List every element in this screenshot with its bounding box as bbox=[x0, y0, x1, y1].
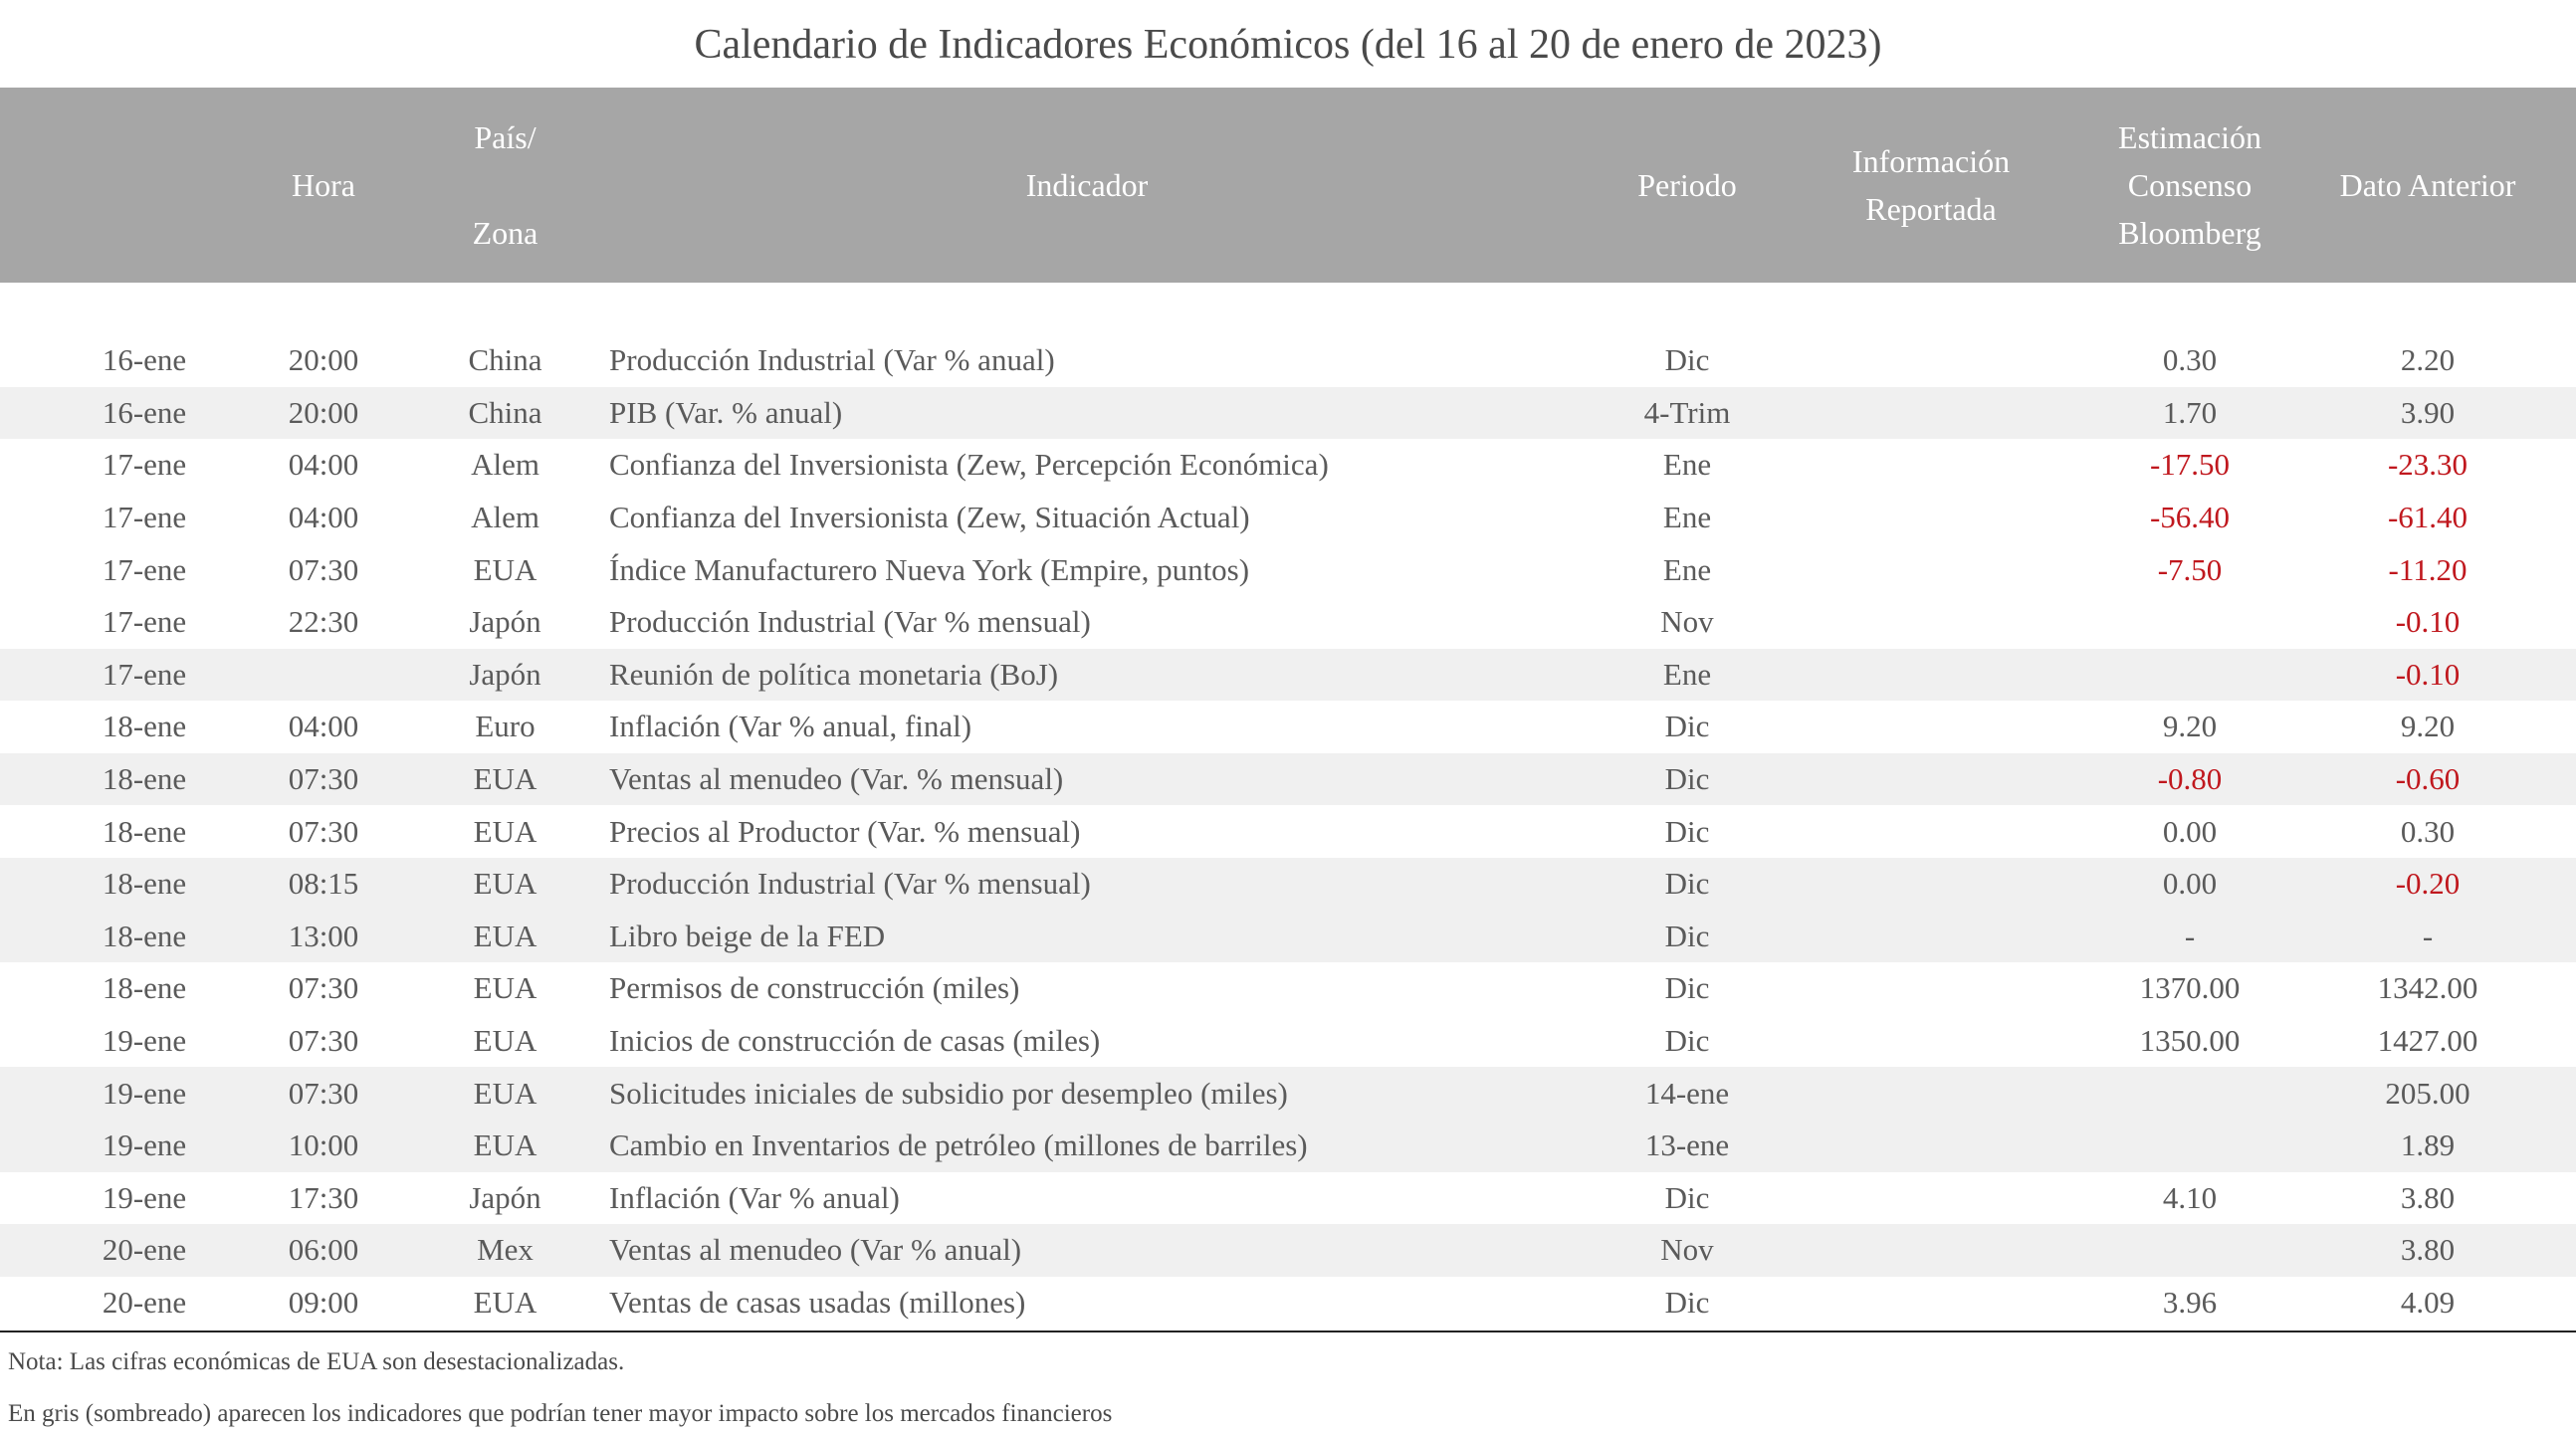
cell-indicador: Producción Industrial (Var % anual) bbox=[609, 342, 1055, 378]
table-row bbox=[0, 1224, 2576, 1277]
cell-hora: 07:30 bbox=[288, 761, 359, 797]
cell-info-reportada bbox=[1802, 962, 2060, 1015]
cell-estimacion: 0.00 bbox=[2162, 813, 2218, 849]
cell-pais: Mex bbox=[477, 1232, 534, 1268]
indicators-table bbox=[0, 88, 2576, 1329]
cell-pais: EUA bbox=[473, 813, 537, 849]
header-pais-line1: País/ bbox=[474, 119, 537, 155]
table-row bbox=[0, 1277, 2576, 1330]
header-fecha bbox=[40, 88, 249, 283]
cell-info-reportada bbox=[1802, 543, 2060, 596]
table-row bbox=[0, 334, 2576, 387]
cell-pais: Alem bbox=[471, 447, 539, 483]
cell-periodo: Dic bbox=[1664, 918, 1710, 953]
cell-fecha: 16-ene bbox=[102, 342, 187, 378]
cell-dato-anterior: 205.00 bbox=[2385, 1075, 2470, 1111]
cell-hora: 04:00 bbox=[288, 447, 359, 483]
cell-hora: 10:00 bbox=[288, 1127, 359, 1163]
cell-pais: EUA bbox=[473, 1127, 537, 1163]
table-header bbox=[0, 88, 2576, 283]
cell-dato-anterior: -0.10 bbox=[2395, 604, 2461, 640]
cell-estimacion bbox=[2060, 596, 2319, 649]
cell-periodo: Dic bbox=[1664, 1284, 1710, 1320]
cell-hora: 04:00 bbox=[288, 709, 359, 744]
cell-indicador: Ventas de casas usadas (millones) bbox=[609, 1284, 1026, 1320]
cell-dato-anterior: 3.80 bbox=[2400, 1232, 2456, 1268]
header-dato-anterior: Dato Anterior bbox=[2339, 167, 2516, 203]
cell-info-reportada bbox=[1802, 701, 2060, 753]
cell-info-reportada bbox=[1802, 1224, 2060, 1277]
cell-dato-anterior: 0.30 bbox=[2400, 813, 2456, 849]
cell-fecha: 18-ene bbox=[102, 761, 187, 797]
cell-estimacion: -56.40 bbox=[2149, 500, 2231, 535]
note-sombreado: En gris (sombreado) aparecen los indicadores que podrían tener mayor impacto sobre los mercados financieros bbox=[8, 1400, 1113, 1427]
cell-periodo: Dic bbox=[1664, 1179, 1710, 1215]
header-pais-line2: Zona bbox=[472, 215, 538, 251]
cell-estimacion: 3.96 bbox=[2162, 1284, 2218, 1320]
cell-hora: 07:30 bbox=[288, 1075, 359, 1111]
cell-dato-anterior: -11.20 bbox=[2388, 551, 2468, 587]
cell-pais: EUA bbox=[473, 970, 537, 1006]
cell-pais: China bbox=[468, 342, 542, 378]
cell-fecha: 17-ene bbox=[102, 604, 187, 640]
table-row bbox=[0, 492, 2576, 544]
cell-hora: 20:00 bbox=[288, 342, 359, 378]
cell-info-reportada bbox=[1802, 649, 2060, 702]
cell-fecha: 19-ene bbox=[102, 1023, 187, 1059]
cell-fecha: 20-ene bbox=[102, 1232, 187, 1268]
cell-pais: EUA bbox=[473, 551, 537, 587]
cell-dato-anterior: 3.90 bbox=[2400, 394, 2456, 430]
cell-dato-anterior: 1427.00 bbox=[2377, 1023, 2478, 1059]
cell-hora: 07:30 bbox=[288, 551, 359, 587]
cell-indicador: Precios al Productor (Var. % mensual) bbox=[609, 813, 1081, 849]
cell-fecha: 16-ene bbox=[102, 394, 187, 430]
cell-hora bbox=[249, 649, 398, 702]
cell-info-reportada bbox=[1802, 805, 2060, 858]
cell-estimacion: 1370.00 bbox=[2139, 970, 2241, 1006]
header-indicador bbox=[609, 88, 1565, 283]
cell-info-reportada bbox=[1802, 439, 2060, 492]
cell-dato-anterior: -0.10 bbox=[2395, 656, 2461, 692]
cell-info-reportada bbox=[1802, 1067, 2060, 1120]
header-info-line1: Información bbox=[1851, 143, 2011, 179]
cell-indicador: Inflación (Var % anual, final) bbox=[609, 709, 972, 744]
cell-periodo: Dic bbox=[1664, 1023, 1710, 1059]
table-row bbox=[0, 596, 2576, 649]
page-title: Calendario de Indicadores Económicos (del 16 al 20 de enero de 2023) bbox=[694, 22, 1882, 68]
cell-periodo: Nov bbox=[1660, 1232, 1714, 1268]
cell-fecha: 18-ene bbox=[102, 866, 187, 902]
table-row bbox=[0, 962, 2576, 1015]
cell-pais: EUA bbox=[473, 1284, 537, 1320]
cell-hora: 07:30 bbox=[288, 1023, 359, 1059]
cell-dato-anterior: -61.40 bbox=[2387, 500, 2469, 535]
header-est-line1: Estimación bbox=[2118, 119, 2261, 155]
table-row bbox=[0, 1120, 2576, 1172]
cell-periodo: Dic bbox=[1664, 761, 1710, 797]
cell-dato-anterior: 4.09 bbox=[2400, 1284, 2456, 1320]
header-periodo: Periodo bbox=[1637, 167, 1737, 203]
cell-pais: EUA bbox=[473, 1023, 537, 1059]
cell-info-reportada bbox=[1802, 1120, 2060, 1172]
cell-estimacion bbox=[2060, 649, 2319, 702]
cell-estimacion: 4.10 bbox=[2162, 1179, 2218, 1215]
cell-estimacion: 0.30 bbox=[2162, 342, 2218, 378]
table-bottom-rule bbox=[0, 1331, 2576, 1332]
cell-estimacion: 0.00 bbox=[2162, 866, 2218, 902]
cell-indicador: Inicios de construcción de casas (miles) bbox=[609, 1023, 1101, 1059]
cell-pais: EUA bbox=[473, 918, 537, 953]
cell-periodo: 4-Trim bbox=[1643, 394, 1731, 430]
cell-fecha: 18-ene bbox=[102, 709, 187, 744]
header-pais bbox=[428, 88, 582, 283]
cell-info-reportada bbox=[1802, 1172, 2060, 1225]
cell-indicador: Libro beige de la FED bbox=[609, 918, 886, 953]
header-estimacion bbox=[2060, 88, 2319, 283]
table-row bbox=[0, 753, 2576, 806]
cell-periodo: Dic bbox=[1664, 342, 1710, 378]
cell-pais: EUA bbox=[473, 1075, 537, 1111]
cell-pais: Japón bbox=[469, 1179, 541, 1215]
cell-pais: Japón bbox=[469, 604, 541, 640]
cell-indicador: Confianza del Inversionista (Zew, Situación Actual) bbox=[609, 500, 1250, 535]
cell-estimacion: -17.50 bbox=[2149, 447, 2231, 483]
cell-dato-anterior: 1.89 bbox=[2400, 1127, 2456, 1163]
cell-estimacion: -7.50 bbox=[2157, 551, 2223, 587]
cell-estimacion bbox=[2060, 1067, 2319, 1120]
cell-info-reportada bbox=[1802, 858, 2060, 911]
cell-fecha: 20-ene bbox=[102, 1284, 187, 1320]
table-row bbox=[0, 858, 2576, 911]
cell-hora: 22:30 bbox=[288, 604, 359, 640]
cell-pais: EUA bbox=[473, 866, 537, 902]
cell-dato-anterior: -23.30 bbox=[2387, 447, 2469, 483]
cell-fecha: 19-ene bbox=[102, 1179, 187, 1215]
cell-indicador: Confianza del Inversionista (Zew, Percepción Económica) bbox=[609, 447, 1329, 483]
cell-hora: 06:00 bbox=[288, 1232, 359, 1268]
cell-hora: 08:15 bbox=[288, 866, 359, 902]
table-row bbox=[0, 439, 2576, 492]
cell-indicador: Inflación (Var % anual) bbox=[609, 1179, 900, 1215]
table-row bbox=[0, 1172, 2576, 1225]
header-est-line2: Consenso bbox=[2127, 167, 2253, 203]
cell-pais: China bbox=[468, 394, 542, 430]
cell-estimacion: -0.80 bbox=[2157, 761, 2223, 797]
cell-info-reportada bbox=[1802, 1015, 2060, 1068]
cell-periodo: Dic bbox=[1664, 813, 1710, 849]
cell-hora: 09:00 bbox=[288, 1284, 359, 1320]
table-row bbox=[0, 1067, 2576, 1120]
cell-estimacion: 1.70 bbox=[2162, 394, 2218, 430]
cell-periodo: Ene bbox=[1662, 656, 1712, 692]
header-indicador-label: Indicador bbox=[1025, 167, 1149, 203]
cell-indicador: Producción Industrial (Var % mensual) bbox=[609, 866, 1091, 902]
cell-dato-anterior: -0.60 bbox=[2395, 761, 2461, 797]
cell-hora: 17:30 bbox=[288, 1179, 359, 1215]
cell-fecha: 19-ene bbox=[102, 1127, 187, 1163]
cell-estimacion: - bbox=[2184, 918, 2196, 953]
table-row bbox=[0, 387, 2576, 440]
cell-periodo: Dic bbox=[1664, 866, 1710, 902]
cell-info-reportada bbox=[1802, 1277, 2060, 1330]
header-info-line2: Reportada bbox=[1865, 191, 1997, 227]
cell-dato-anterior: 2.20 bbox=[2400, 342, 2456, 378]
cell-fecha: 18-ene bbox=[102, 813, 187, 849]
cell-indicador: Ventas al menudeo (Var % anual) bbox=[609, 1232, 1022, 1268]
cell-estimacion bbox=[2060, 1120, 2319, 1172]
cell-dato-anterior: 9.20 bbox=[2400, 709, 2456, 744]
cell-periodo: Dic bbox=[1664, 709, 1710, 744]
cell-pais: Japón bbox=[469, 656, 541, 692]
cell-indicador: Ventas al menudeo (Var. % mensual) bbox=[609, 761, 1064, 797]
cell-info-reportada bbox=[1802, 911, 2060, 963]
cell-indicador: Índice Manufacturero Nueva York (Empire, puntos) bbox=[609, 551, 1250, 587]
header-info bbox=[1802, 88, 2060, 283]
cell-fecha: 17-ene bbox=[102, 500, 187, 535]
header-spacer bbox=[0, 283, 2576, 334]
cell-indicador: Producción Industrial (Var % mensual) bbox=[609, 604, 1091, 640]
cell-dato-anterior: - bbox=[2422, 918, 2434, 953]
cell-info-reportada bbox=[1802, 334, 2060, 387]
cell-estimacion bbox=[2060, 1224, 2319, 1277]
cell-fecha: 18-ene bbox=[102, 918, 187, 953]
table-row bbox=[0, 911, 2576, 963]
cell-info-reportada bbox=[1802, 492, 2060, 544]
cell-fecha: 19-ene bbox=[102, 1075, 187, 1111]
note-desestacionalizadas: Nota: Las cifras económicas de EUA son desestacionalizadas. bbox=[8, 1348, 625, 1375]
cell-indicador: Permisos de construcción (miles) bbox=[609, 970, 1020, 1006]
cell-periodo: Dic bbox=[1664, 970, 1710, 1006]
cell-estimacion: 9.20 bbox=[2162, 709, 2218, 744]
cell-indicador: PIB (Var. % anual) bbox=[609, 394, 843, 430]
cell-periodo: Ene bbox=[1662, 551, 1712, 587]
table-row bbox=[0, 543, 2576, 596]
table-body bbox=[0, 334, 2576, 1329]
cell-periodo: 13-ene bbox=[1644, 1127, 1730, 1163]
cell-periodo: Nov bbox=[1660, 604, 1714, 640]
header-hora: Hora bbox=[292, 167, 355, 203]
cell-indicador: Cambio en Inventarios de petróleo (millones de barriles) bbox=[609, 1127, 1308, 1163]
cell-dato-anterior: 1342.00 bbox=[2377, 970, 2478, 1006]
table-row bbox=[0, 805, 2576, 858]
cell-info-reportada bbox=[1802, 596, 2060, 649]
cell-fecha: 18-ene bbox=[102, 970, 187, 1006]
cell-indicador: Solicitudes iniciales de subsidio por desempleo (miles) bbox=[609, 1075, 1288, 1111]
cell-dato-anterior: 3.80 bbox=[2400, 1179, 2456, 1215]
cell-info-reportada bbox=[1802, 387, 2060, 440]
table-row bbox=[0, 1015, 2576, 1068]
cell-indicador: Reunión de política monetaria (BoJ) bbox=[609, 656, 1059, 692]
cell-hora: 13:00 bbox=[288, 918, 359, 953]
cell-dato-anterior: -0.20 bbox=[2395, 866, 2461, 902]
cell-pais: EUA bbox=[473, 761, 537, 797]
cell-fecha: 17-ene bbox=[102, 656, 187, 692]
table-row bbox=[0, 701, 2576, 753]
cell-fecha: 17-ene bbox=[102, 447, 187, 483]
cell-pais: Euro bbox=[475, 709, 536, 744]
cell-hora: 20:00 bbox=[288, 394, 359, 430]
cell-hora: 07:30 bbox=[288, 970, 359, 1006]
cell-info-reportada bbox=[1802, 753, 2060, 806]
cell-periodo: Ene bbox=[1662, 500, 1712, 535]
cell-pais: Alem bbox=[471, 500, 539, 535]
cell-hora: 07:30 bbox=[288, 813, 359, 849]
header-est-line3: Bloomberg bbox=[2118, 215, 2261, 251]
cell-periodo: 14-ene bbox=[1644, 1075, 1730, 1111]
cell-estimacion: 1350.00 bbox=[2139, 1023, 2241, 1059]
cell-fecha: 17-ene bbox=[102, 551, 187, 587]
table-row bbox=[0, 649, 2576, 702]
cell-hora: 04:00 bbox=[288, 500, 359, 535]
cell-periodo: Ene bbox=[1662, 447, 1712, 483]
